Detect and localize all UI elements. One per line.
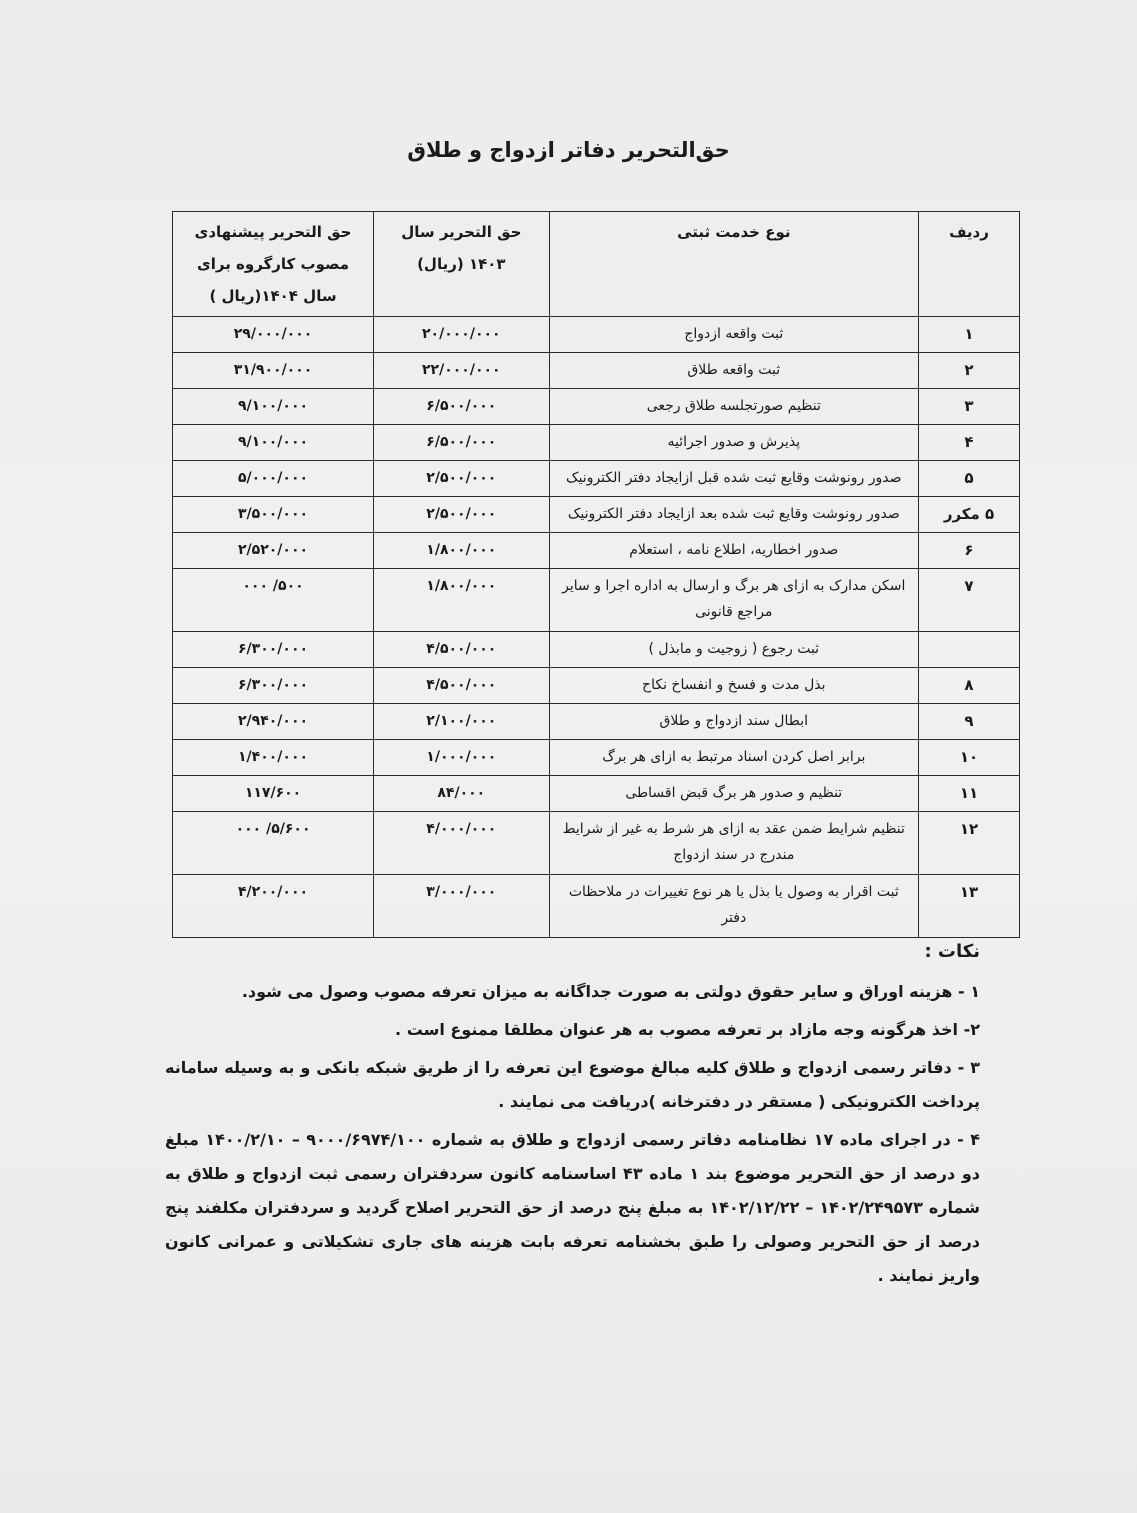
service-cell: صدور اخطاریه، اطلاع نامه ، استعلام: [549, 533, 918, 569]
fee-1403-cell: ۶/۵۰۰/۰۰۰: [374, 425, 550, 461]
row-number-cell: ۱۳: [918, 875, 1019, 938]
row-number-cell: ۱۰: [918, 740, 1019, 776]
note-item: ۲- اخذ هرگونه وجه مازاد بر تعرفه مصوب به هر عنوان مطلقا ممنوع است .: [395, 1020, 980, 1039]
service-cell: تنظیم صورتجلسه طلاق رجعی: [549, 389, 918, 425]
table-row: [173, 389, 1020, 425]
fee-1403-cell: ۳/۰۰۰/۰۰۰: [374, 875, 550, 938]
tariff-table-body: [173, 317, 1020, 938]
row-number-cell: ۸: [918, 668, 1019, 704]
fee-1403-cell: ۶/۵۰۰/۰۰۰: [374, 389, 550, 425]
note-item: ۳ - دفاتر رسمی ازدواج و طلاق کلیه مبالغ موضوع این تعرفه را از طریق شبکه بانکی و به وسیله سامانه پرداخت الکترونیکی ( مستقر در دفترخانه )دریافت می نمایند .: [165, 1058, 980, 1111]
fee-1404-cell: ۱/۴۰۰/۰۰۰: [173, 740, 374, 776]
row-number-cell: ۹: [918, 704, 1019, 740]
row-number-cell: ۴: [918, 425, 1019, 461]
fee-1404-cell: ۲۹/۰۰۰/۰۰۰: [173, 317, 374, 353]
service-cell: ابطال سند ازدواج و طلاق: [549, 704, 918, 740]
fee-1404-cell: ۵۰۰/ ۰۰۰: [173, 569, 374, 632]
table-row: [173, 812, 1020, 875]
table-row: [173, 533, 1020, 569]
fee-1403-cell: ۱/۰۰۰/۰۰۰: [374, 740, 550, 776]
service-cell: پذیرش و صدور اجرائیه: [549, 425, 918, 461]
row-number-cell: ۱: [918, 317, 1019, 353]
fee-1403-cell: ۲/۵۰۰/۰۰۰: [374, 497, 550, 533]
table-row: [173, 668, 1020, 704]
fee-1404-cell: ۵/۶۰۰/ ۰۰۰: [173, 812, 374, 875]
fee-1404-cell: ۳۱/۹۰۰/۰۰۰: [173, 353, 374, 389]
service-cell: ثبت واقعه طلاق: [549, 353, 918, 389]
fee-1404-cell: ۹/۱۰۰/۰۰۰: [173, 389, 374, 425]
fee-1403-cell: ۲۲/۰۰۰/۰۰۰: [374, 353, 550, 389]
row-number-cell: ۵: [918, 461, 1019, 497]
fee-1404-cell: ۲/۹۴۰/۰۰۰: [173, 704, 374, 740]
fee-1404-cell: ۹/۱۰۰/۰۰۰: [173, 425, 374, 461]
fee-1404-cell: ۶/۳۰۰/۰۰۰: [173, 668, 374, 704]
row-number-cell: ۲: [918, 353, 1019, 389]
table-header-row: [173, 212, 1020, 317]
service-cell: ثبت رجوع ( زوجیت و مابذل ): [549, 632, 918, 668]
service-cell: اسکن مدارک به ازای هر برگ و ارسال به اداره اجرا و سایر مراجع قانونی: [549, 569, 918, 632]
row-number-cell: ۷: [918, 569, 1019, 632]
row-number-cell: ۶: [918, 533, 1019, 569]
service-cell: تنظیم و صدور هر برگ قبض اقساطی: [549, 776, 918, 812]
table-row: [173, 461, 1020, 497]
row-number-cell: ۳: [918, 389, 1019, 425]
table-row: [173, 632, 1020, 668]
table-row: [173, 704, 1020, 740]
table-row: [173, 776, 1020, 812]
notes-title: نکات :: [924, 941, 980, 962]
fee-1403-cell: ۸۴/۰۰۰: [374, 776, 550, 812]
table-row: [173, 740, 1020, 776]
service-cell: صدور رونوشت وقایع ثبت شده قبل ازایجاد دفتر الکترونیک: [549, 461, 918, 497]
notes-section: [165, 935, 980, 1297]
fee-1403-cell: ۱/۸۰۰/۰۰۰: [374, 569, 550, 632]
note-item: ۱ - هزینه اوراق و سایر حقوق دولتی به صورت جداگانه به میزان تعرفه مصوب وصول می شود.: [241, 982, 980, 1001]
fee-1403-cell: ۴/۵۰۰/۰۰۰: [374, 632, 550, 668]
header-fee-1404: حق التحریر پیشنهادی مصوب کارگروه برای سال ۱۴۰۴(ریال ): [173, 212, 374, 317]
service-cell: صدور رونوشت وقایع ثبت شده بعد ازایجاد دفتر الکترونیک: [549, 497, 918, 533]
service-cell: ثبت واقعه ازدواج: [549, 317, 918, 353]
table-row: [173, 497, 1020, 533]
fee-1404-cell: ۴/۲۰۰/۰۰۰: [173, 875, 374, 938]
header-row-number: ردیف: [918, 212, 1019, 317]
fee-1403-cell: ۲/۱۰۰/۰۰۰: [374, 704, 550, 740]
fee-1404-cell: ۵/۰۰۰/۰۰۰: [173, 461, 374, 497]
fee-1404-cell: ۳/۵۰۰/۰۰۰: [173, 497, 374, 533]
service-cell: بذل مدت و فسخ و انفساخ نکاح: [549, 668, 918, 704]
fee-1404-cell: ۲/۵۲۰/۰۰۰: [173, 533, 374, 569]
fee-1403-cell: ۲۰/۰۰۰/۰۰۰: [374, 317, 550, 353]
table-row: [173, 569, 1020, 632]
header-service-type: نوع خدمت ثبتی: [549, 212, 918, 317]
tariff-table: [172, 211, 1020, 938]
fee-1403-cell: ۴/۵۰۰/۰۰۰: [374, 668, 550, 704]
table-row: [173, 353, 1020, 389]
row-number-cell: ۱۲: [918, 812, 1019, 875]
service-cell: برابر اصل کردن اسناد مرتبط به ازای هر برگ: [549, 740, 918, 776]
table-row: [173, 425, 1020, 461]
fee-1403-cell: ۲/۵۰۰/۰۰۰: [374, 461, 550, 497]
fee-1404-cell: ۶/۳۰۰/۰۰۰: [173, 632, 374, 668]
row-number-cell: ۵ مکرر: [918, 497, 1019, 533]
service-cell: تنظیم شرایط ضمن عقد به ازای هر شرط به غیر از شرایط مندرج در سند ازدواج: [549, 812, 918, 875]
service-cell: ثبت اقرار به وصول یا بذل یا هر نوع تغییرات در ملاحظات دفتر: [549, 875, 918, 938]
fee-1403-cell: ۴/۰۰۰/۰۰۰: [374, 812, 550, 875]
row-number-cell: ۱۱: [918, 776, 1019, 812]
note-item: ۴ - در اجرای ماده ۱۷ نظامنامه دفاتر رسمی ازدواج و طلاق به شماره ۹۰۰۰/۶۹۷۴/۱۰۰ – ۱۴۰۰/۲/۱۰ مبلغ دو درصد از حق التحریر موضوع بند ۱ ماده ۴۳ اساسنامه کانون سردفتران رسمی ثبت ازدواج و طلاق به شماره ۱۴۰۲/۲۴۹۵۷۳ – ۱۴۰۲/۱۲/۲۲ به مبلغ پنج درصد از حق التحریر اصلاح گردید و سردفتران مکلفند پنج درصد از حق التحریر وصولی را طبق بخشنامه تعرفه بابت هزینه های جاری تشکیلاتی و عمرانی کانون واریز نمایند .: [165, 1130, 981, 1285]
table-row: [173, 875, 1020, 938]
fee-1403-cell: ۱/۸۰۰/۰۰۰: [374, 533, 550, 569]
header-fee-1403: حق التحریر سال ۱۴۰۳ (ریال): [374, 212, 550, 317]
document-title: حق‌التحریر دفاتر ازدواج و طلاق: [407, 138, 730, 162]
row-number-cell: [918, 632, 1019, 668]
table-row: [173, 317, 1020, 353]
fee-1404-cell: ۱۱۷/۶۰۰: [173, 776, 374, 812]
